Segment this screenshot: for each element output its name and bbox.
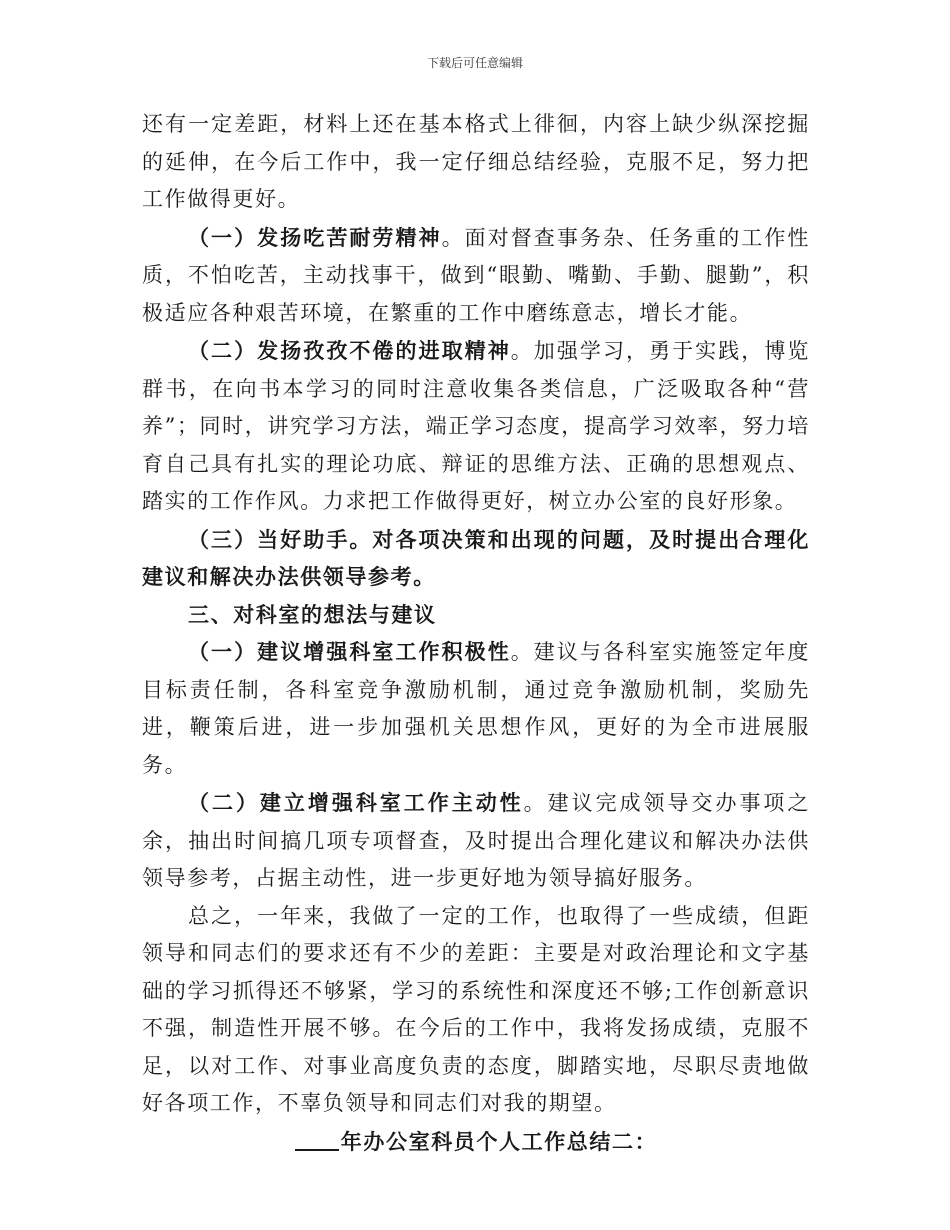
- paragraph-initiative: [142, 633, 810, 784]
- paragraph-text: 。建议完成领导交办事项之余，抽出时间搞几项专项督查，及时提出合理化建议和解决办法供领导参考，占据主动性，进一步更好地为领导搞好服务。: [142, 791, 811, 890]
- paragraph-summary: 总之，一年来，我做了一定的工作，也取得了一些成绩，但距领导和同志们的要求还有不少的差距：主要是对政治理论和文字基础的学习抓得还不够紧，学习的系统性和深度还不够;工作创新意识不强，制造性开展不够。在今后的工作中，我将发扬成绩，克服不足，以对工作、对事业高度负责的态度，脚踏实地，尽职尽责地做好各项工作，不辜负领导和同志们对我的期望。: [142, 903, 810, 1115]
- section-heading: 三、对科室的想法与建议: [188, 601, 437, 627]
- paragraph-heading: （一）建议增强科室工作积极性: [188, 639, 511, 664]
- blank-underline: [295, 1131, 339, 1151]
- paragraph-heading: （一）发扬吃苦耐劳精神: [188, 224, 442, 250]
- paragraph-heading: （二）建立增强科室工作主动性: [188, 790, 524, 815]
- paragraph-hardworking: [142, 219, 810, 333]
- subtitle-text: 年办公室科员个人工作总结二：: [340, 1128, 658, 1154]
- page-header: 下载后可任意编辑: [426, 56, 523, 70]
- paragraph-continuation: 还有一定差距，材料上还在基本格式上徘徊，内容上缺少纵深挖掘的延伸，在今后工作中，我一定仔细总结经验，克服不足，努力把工作做得更好。: [142, 112, 810, 211]
- document-body: [142, 106, 810, 1160]
- paragraph-text: 。加强学习，勇于实践，博览群书，在向书本学习的同时注意收集各类信息，广泛吸取各种“营养”；同时，讲究学习方法，端正学习态度，提高学习效率，努力培育自己具有扎实的理论功底、辩证的思维方法、正确的思想观点、踏实的工作作风。力求把工作做得更好，树立办公室的良好形象。: [142, 339, 810, 513]
- paragraph-text: 。建议与各科室实施签定年度目标责任制，各科室竞争激励机制，通过竞争激励机制，奖励先进，鞭策后进，进一步加强机关思想作风，更好的为全市进展服务。: [142, 640, 810, 777]
- paragraph-proactive: [142, 784, 810, 898]
- document-subtitle: [142, 1123, 810, 1161]
- paragraph-heading: （二）发扬孜孜不倦的进取精神: [188, 338, 511, 363]
- paragraph-assistant: （三）当好助手。对各项决策和出现的问题，及时提出合理化建议和解决办法供领导参考。: [142, 526, 810, 589]
- paragraph-text: 。面对督查事务杂、任务重的工作性质，不怕吃苦，主动找事干，做到“眼勤、嘴勤、手勤、腿勤”，积极适应各种艰苦环境，在繁重的工作中磨练意志，增长才能。: [142, 225, 811, 325]
- paragraph-progress: [142, 332, 810, 521]
